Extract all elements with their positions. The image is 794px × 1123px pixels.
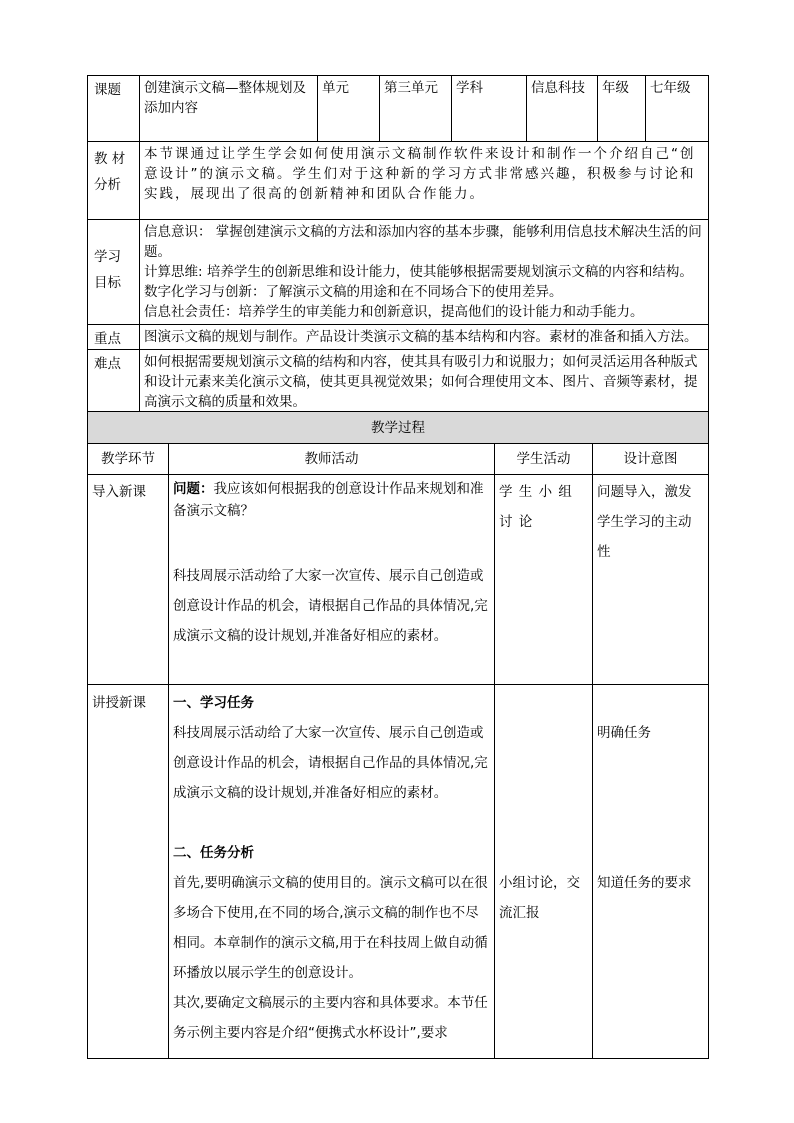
objectives-text [140,220,709,325]
process-title: 教学过程 [88,412,709,444]
lesson-info-table [87,75,709,415]
column-header: 学生活动 [495,444,593,475]
xue-ke-value: 信息科技 [527,76,598,142]
key-points-label: 重点 [88,325,140,350]
process-header-row [88,444,709,475]
intro-paragraph: 科技周展示活动给了大家一次宣传、展示自己创造或创意设计作品的机会，请根据自己作品的具体情况,完成演示文稿的设计规划,并准备好相应的素材。 [173,568,488,644]
section2-paragraph: 其次,要确定文稿展示的主要内容和具体要求。本节任务示例主要内容是介绍“便携式水杯设计”,要求 [173,995,488,1041]
teach-intent-1: 明确任务 [597,725,651,741]
key-points-row [88,325,709,350]
objectives-row [88,220,709,325]
column-header: 教学环节 [88,444,169,475]
intro-stage: 导入新课 [88,475,169,685]
question-label: 问题： [173,481,214,497]
section1-text: 科技周展示活动给了大家一次宣传、展示自己创造或创意设计作品的机会，请根据自己作品的具体情况,完成演示文稿的设计规划,并准备好相应的素材。 [173,725,488,801]
teach-stage: 讲授新课 [88,685,169,1059]
teach-row [88,685,709,1059]
teach-intent-2: 知道任务的要求 [597,875,692,891]
textbook-label: 教 材 分析 [88,142,140,220]
teach-teacher [169,685,495,1059]
teach-intent [593,685,709,1059]
intro-student: 学 生 小 组 讨 论 [495,475,593,685]
key-points-text: 图演示文稿的规划与制作。产品设计类演示文稿的基本结构和内容。素材的准备和插入方法。 [140,325,709,350]
column-header: 设计意图 [593,444,709,475]
intro-row [88,475,709,685]
question-text: 我应该如何根据我的创意设计作品来规划和准备演示文稿？ [173,481,484,519]
dan-yuan-label: 单元 [318,76,380,142]
objective-line: 计算思维: 培养学生的创新思维和设计能力，使其能够根据需要规划演示文稿的内容和结构。 [144,264,693,280]
intro-intent: 问题导入，激发学生学习的主动性 [593,475,709,685]
objectives-label: 学习 目标 [88,220,140,325]
section2-title: 二、任务分析 [173,845,254,861]
ke-ti-value: 创建演示文稿—整体规划及添加内容 [140,76,318,142]
section1-title: 一、学习任务 [173,695,254,711]
dan-yuan-value: 第三单元 [380,76,452,142]
nian-ji-value: 七年级 [646,76,709,142]
teach-student: 小组讨论，交流汇报 [495,685,593,1059]
process-title-row [88,412,709,444]
intro-question [173,478,490,522]
intro-teacher [169,475,495,685]
difficulties-label: 难点 [88,350,140,415]
objective-line: 信息意识： 掌握创建演示文稿的方法和添加内容的基本步骤，能够利用信息技术解决生活的问题。 [144,224,702,260]
objective-line: 信息社会责任：培养学生的审美能力和创新意识，提高他们的设计能力和动手能力。 [144,304,644,320]
difficulties-text: 如何根据需要规划演示文稿的结构和内容，使其具有吸引力和说服力；如何灵活运用各种版式和设计元素来美化演示文稿，使其更具视觉效果；如何合理使用文本、图片、音频等素材，提高演示文稿的质量和效果。 [140,350,709,415]
xue-ke-label: 学科 [452,76,527,142]
textbook-text: 本节课通过让学生学会如何使用演示文稿制作软件来设计和制作一个介绍自己“创意设计”的演示文稿。学生们对于这种新的学习方式非常感兴趣，积极参与讨论和实践，展现出了很高的创新精神和团队合作能力。 [140,142,709,220]
ke-ti-label: 课题 [88,76,140,142]
column-header: 教师活动 [169,444,495,475]
textbook-row [88,142,709,220]
objective-line: 数字化学习与创新：了解演示文稿的用途和在不同场合下的使用差异。 [144,284,563,300]
header-row [88,76,709,142]
teaching-process-table [87,411,709,1059]
section2-paragraph: 首先,要明确演示文稿的使用目的。演示文稿可以在很多场合下使用,在不同的场合,演示文稿的制作也不尽相同。本章制作的演示文稿,用于在科技周上做自动循环播放以展示学生的创意设计。 [173,875,488,981]
nian-ji-label: 年级 [598,76,646,142]
difficulties-row [88,350,709,415]
